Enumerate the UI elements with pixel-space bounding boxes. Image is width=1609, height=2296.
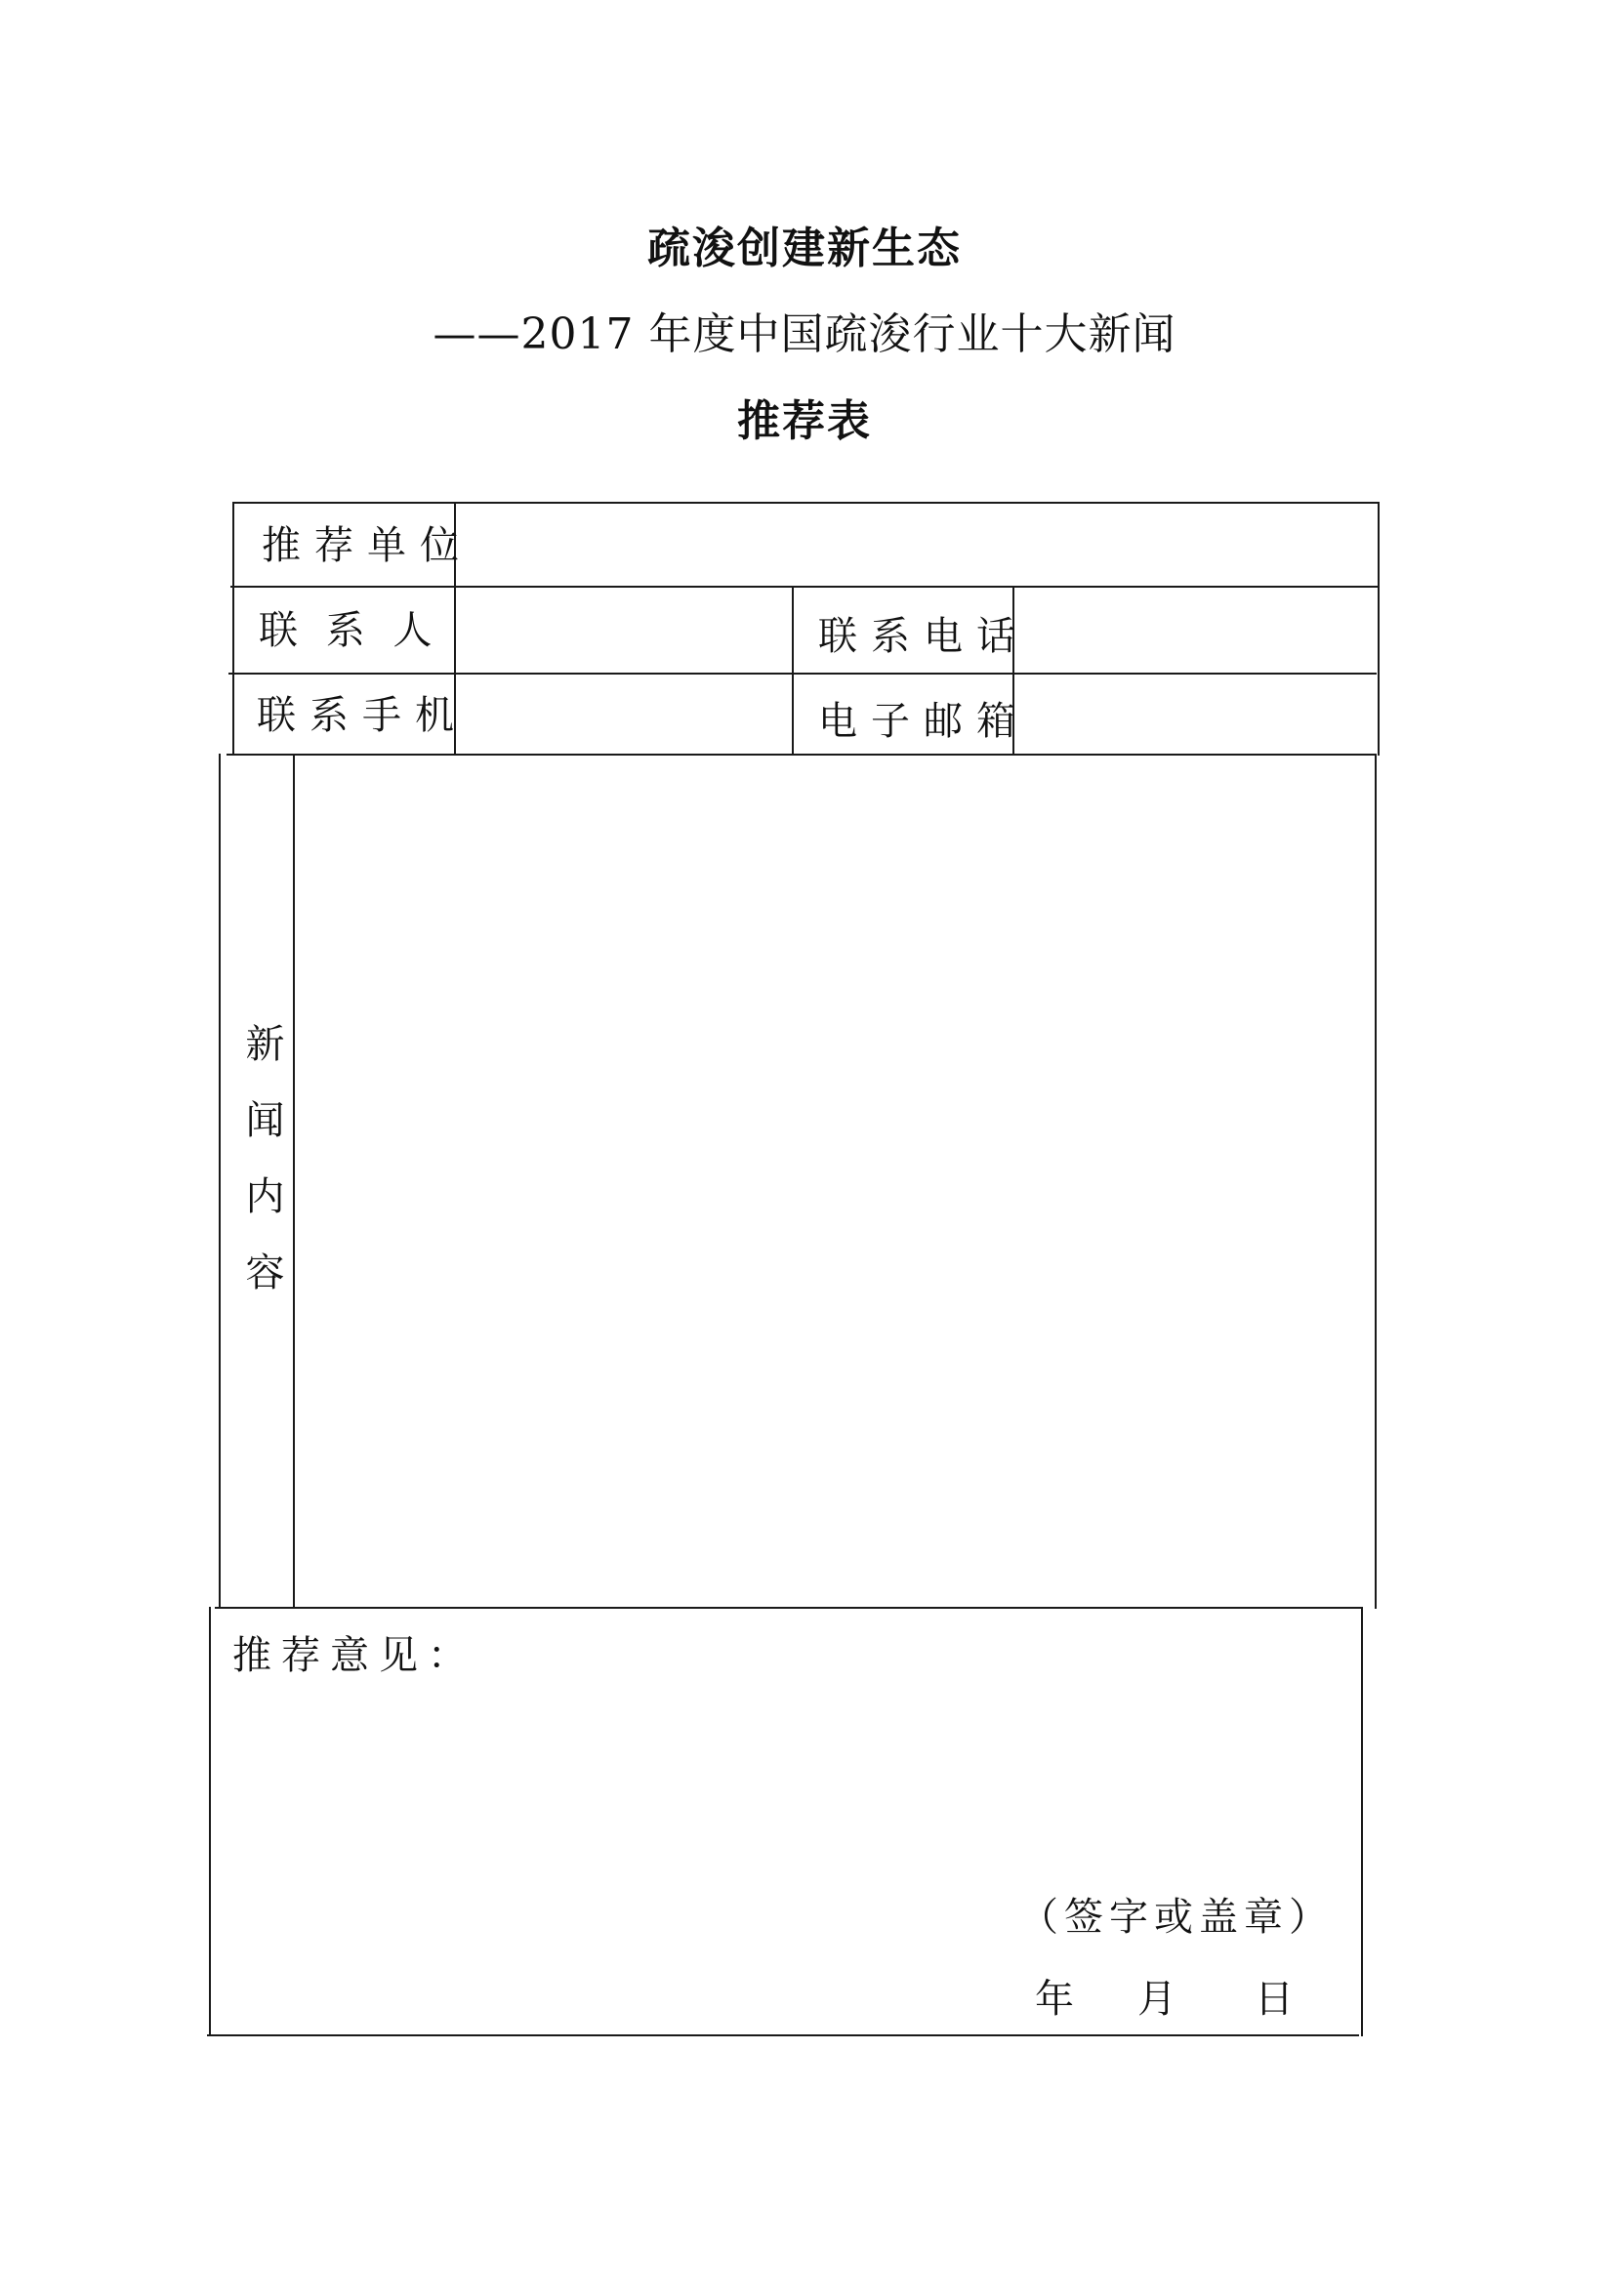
date-month: 月 <box>1137 1977 1176 2022</box>
news-content-field[interactable] <box>299 758 1373 1605</box>
news-content-label: 新闻内容 <box>239 1023 284 1328</box>
opinion-label: 推荐意见： <box>232 1633 476 1678</box>
table-divider-row1 <box>230 586 1378 588</box>
column-divider-news <box>293 754 295 1609</box>
date-day: 日 <box>1255 1977 1294 2022</box>
table-border-right-news <box>1375 754 1377 1609</box>
date-year: 年 <box>1035 1977 1074 2022</box>
contact-person-label-text: 联 系 人 <box>259 608 440 653</box>
opinion-field[interactable] <box>215 1679 1357 1894</box>
table-divider-row2 <box>228 673 1377 675</box>
recommender-unit-field[interactable] <box>459 506 1375 584</box>
table-border-bottom <box>207 2034 1359 2036</box>
table-border-right-top <box>1378 502 1380 756</box>
table-border-left-opinion <box>209 1607 211 2036</box>
email-label: 电子邮箱 <box>818 699 1029 744</box>
contact-person-field[interactable] <box>459 590 789 671</box>
form-name: 推荐表 <box>737 396 872 446</box>
mobile-label: 联系手机 <box>257 693 468 738</box>
mobile-field[interactable] <box>459 676 789 752</box>
table-divider-row3 <box>227 754 1375 756</box>
document-title: 疏浚创建新生态 <box>647 224 962 273</box>
column-divider-mid <box>792 586 794 756</box>
contact-phone-field[interactable] <box>1017 590 1375 671</box>
document-subtitle: ——2017 年度中国疏浚行业十大新闻 <box>433 309 1176 359</box>
table-border-right-opinion <box>1361 1607 1363 2036</box>
recommender-unit-label: 推荐单位 <box>262 523 473 568</box>
signature-note: （签字或盖章） <box>1019 1895 1334 1940</box>
table-border-left-top <box>232 502 234 756</box>
table-border-left-news <box>219 754 221 1609</box>
contact-person-label <box>259 599 439 655</box>
table-divider-news <box>215 1607 1363 1609</box>
table-border-top <box>232 502 1378 504</box>
email-field[interactable] <box>1017 676 1373 752</box>
contact-phone-label: 联系电话 <box>818 614 1029 659</box>
